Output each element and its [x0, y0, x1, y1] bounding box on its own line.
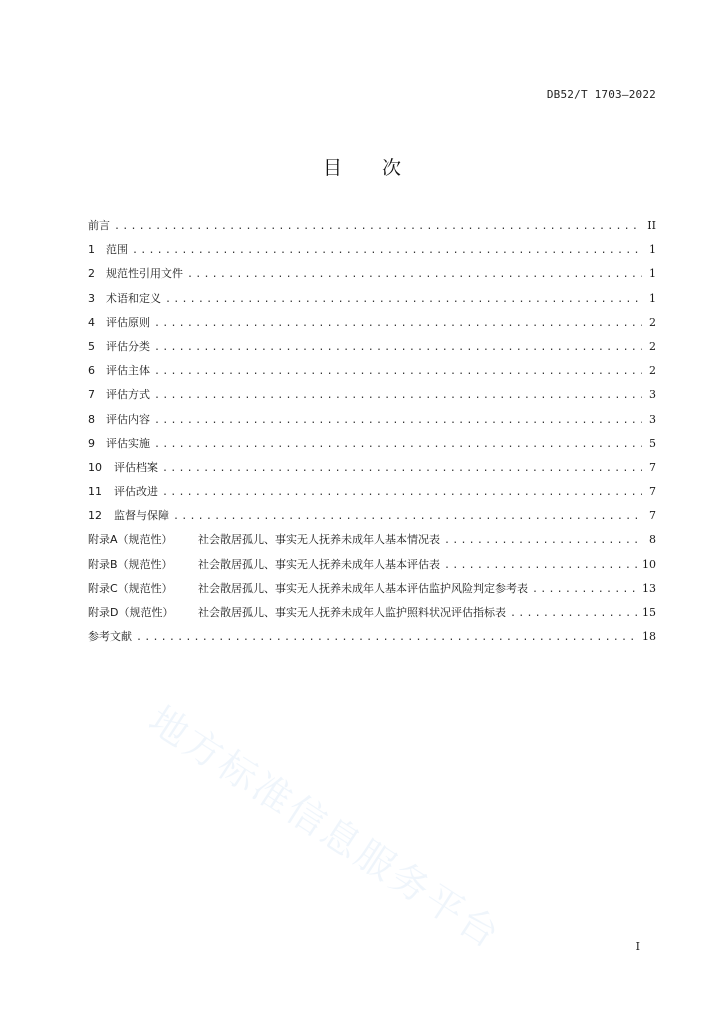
toc-entry-label [88, 266, 187, 282]
toc-page-number: 1 [649, 267, 656, 281]
toc-entry-annex-b[interactable] [88, 557, 656, 581]
toc-page-number: II [647, 219, 656, 232]
toc-page-number: 7 [649, 460, 656, 474]
toc-entry-annex-d[interactable] [88, 605, 656, 629]
toc-entry-label [88, 629, 136, 645]
toc-entry-number: 9 [88, 436, 95, 450]
toc-entry-label [88, 532, 444, 548]
toc-leader-dots [154, 437, 642, 453]
toc-entry-title: 社会散居孤儿、事实无人抚养未成年人监护照料状况评估指标表 [198, 606, 506, 619]
toc-leader-dots [444, 533, 642, 549]
toc-entry-title: 评估档案 [114, 460, 158, 474]
toc-entry-label [88, 557, 444, 573]
toc-page-number: 5 [649, 436, 656, 450]
toc-entry-annex-c[interactable] [88, 581, 656, 605]
toc-page-number: 3 [649, 412, 656, 426]
toc-entry-label [88, 412, 154, 428]
title-char-1: 目 [322, 157, 342, 179]
table-of-contents [88, 218, 656, 653]
toc-leader-dots [444, 558, 638, 574]
toc-entry-2[interactable] [88, 266, 656, 290]
toc-entry-number: 5 [88, 339, 95, 353]
toc-entry-annex-a[interactable] [88, 532, 656, 556]
toc-entry-label [88, 581, 532, 597]
toc-entry-label [88, 484, 162, 500]
toc-leader-dots [162, 461, 642, 477]
document-code: DB52/T 1703—2022 [546, 88, 656, 101]
toc-entry-3[interactable] [88, 291, 656, 315]
toc-entry-number: 12 [88, 509, 102, 523]
toc-entry-label [88, 605, 510, 621]
toc-entry-label [88, 436, 154, 452]
toc-entry-title: 评估原则 [106, 315, 150, 329]
toc-entry-title: 评估主体 [106, 364, 150, 378]
toc-entry-title: 社会散居孤儿、事实无人抚养未成年人基本情况表 [198, 533, 440, 547]
toc-entry-title: 监督与保障 [114, 509, 169, 523]
toc-entry-4[interactable] [88, 315, 656, 339]
toc-entry-label [88, 460, 162, 476]
toc-entry-title: 评估实施 [106, 436, 150, 450]
toc-entry-9[interactable] [88, 436, 656, 460]
toc-page-number: 7 [649, 509, 656, 523]
toc-entry-title: 评估分类 [106, 339, 150, 353]
toc-entry-7[interactable] [88, 387, 656, 411]
toc-entry-references[interactable] [88, 629, 656, 653]
toc-entry-8[interactable] [88, 412, 656, 436]
toc-leader-dots [510, 606, 638, 622]
toc-entry-label [88, 387, 154, 403]
toc-page-number: 2 [649, 315, 656, 329]
toc-entry-6[interactable] [88, 363, 656, 387]
page-title [0, 153, 724, 180]
toc-entry-title: 范围 [106, 243, 128, 257]
toc-page-number: 2 [649, 339, 656, 353]
toc-page-number: 7 [649, 485, 656, 499]
toc-entry-title: 评估内容 [106, 412, 150, 426]
toc-entry-number: 11 [88, 485, 102, 499]
toc-leader-dots [154, 413, 642, 429]
title-char-2: 次 [382, 157, 402, 179]
toc-leader-dots [136, 630, 638, 646]
toc-entry-label [88, 218, 114, 234]
toc-page-number: 1 [649, 291, 656, 305]
toc-entry-number: 3 [88, 291, 95, 305]
toc-entry-label [88, 242, 132, 258]
toc-leader-dots [154, 316, 642, 332]
toc-leader-dots [173, 509, 642, 525]
toc-entry-10[interactable] [88, 460, 656, 484]
toc-entry-12[interactable] [88, 508, 656, 532]
toc-entry-title: 社会散居孤儿、事实无人抚养未成年人基本评估表 [198, 557, 440, 571]
toc-entry-number: 10 [88, 460, 102, 474]
toc-page-number: 18 [642, 630, 656, 644]
toc-entry-title: 评估方式 [106, 388, 150, 402]
toc-entry-title: 评估改进 [114, 485, 158, 499]
toc-entry-5[interactable] [88, 339, 656, 363]
toc-entry-label [88, 363, 154, 379]
toc-entry-11[interactable] [88, 484, 656, 508]
toc-annex-tag: 附录D（规范性） [88, 606, 174, 619]
watermark: 地方标准信息服务平台 [141, 697, 509, 958]
toc-leader-dots [162, 485, 642, 501]
toc-page-number: 8 [649, 533, 656, 547]
toc-leader-dots [187, 267, 642, 283]
toc-page-number: 15 [642, 606, 656, 619]
toc-page-number: 2 [649, 364, 656, 378]
toc-leader-dots [132, 243, 642, 259]
toc-entry-number: 6 [88, 364, 95, 378]
toc-page-number: 1 [649, 243, 656, 257]
toc-leader-dots [154, 340, 642, 356]
toc-entry-title: 参考文献 [88, 630, 132, 644]
toc-leader-dots [154, 388, 642, 404]
toc-leader-dots [114, 219, 642, 235]
toc-entry-1[interactable] [88, 242, 656, 266]
toc-entry-label [88, 291, 165, 307]
toc-entry-number: 4 [88, 315, 95, 329]
page-number: I [635, 940, 640, 953]
toc-entry-label [88, 339, 154, 355]
toc-entry-title: 规范性引用文件 [106, 267, 183, 281]
toc-entry-number: 8 [88, 412, 95, 426]
toc-entry-label [88, 315, 154, 331]
toc-annex-tag: 附录C（规范性） [88, 581, 173, 595]
toc-entry-number: 7 [88, 388, 95, 402]
toc-leader-dots [165, 292, 642, 308]
toc-page-number: 3 [649, 388, 656, 402]
toc-leader-dots [532, 582, 638, 598]
toc-entry-title: 前言 [88, 219, 110, 232]
toc-entry-label [88, 508, 173, 524]
toc-page-number: 10 [642, 557, 656, 571]
toc-annex-tag: 附录A（规范性） [88, 533, 173, 547]
toc-page-number: 13 [642, 581, 656, 595]
toc-entry-number: 2 [88, 267, 95, 281]
toc-entry-number: 1 [88, 243, 95, 257]
toc-entry-foreword[interactable] [88, 218, 656, 242]
toc-entry-title: 术语和定义 [106, 291, 161, 305]
toc-annex-tag: 附录B（规范性） [88, 557, 173, 571]
toc-leader-dots [154, 364, 642, 380]
toc-entry-title: 社会散居孤儿、事实无人抚养未成年人基本评估监护风险判定参考表 [198, 581, 528, 595]
